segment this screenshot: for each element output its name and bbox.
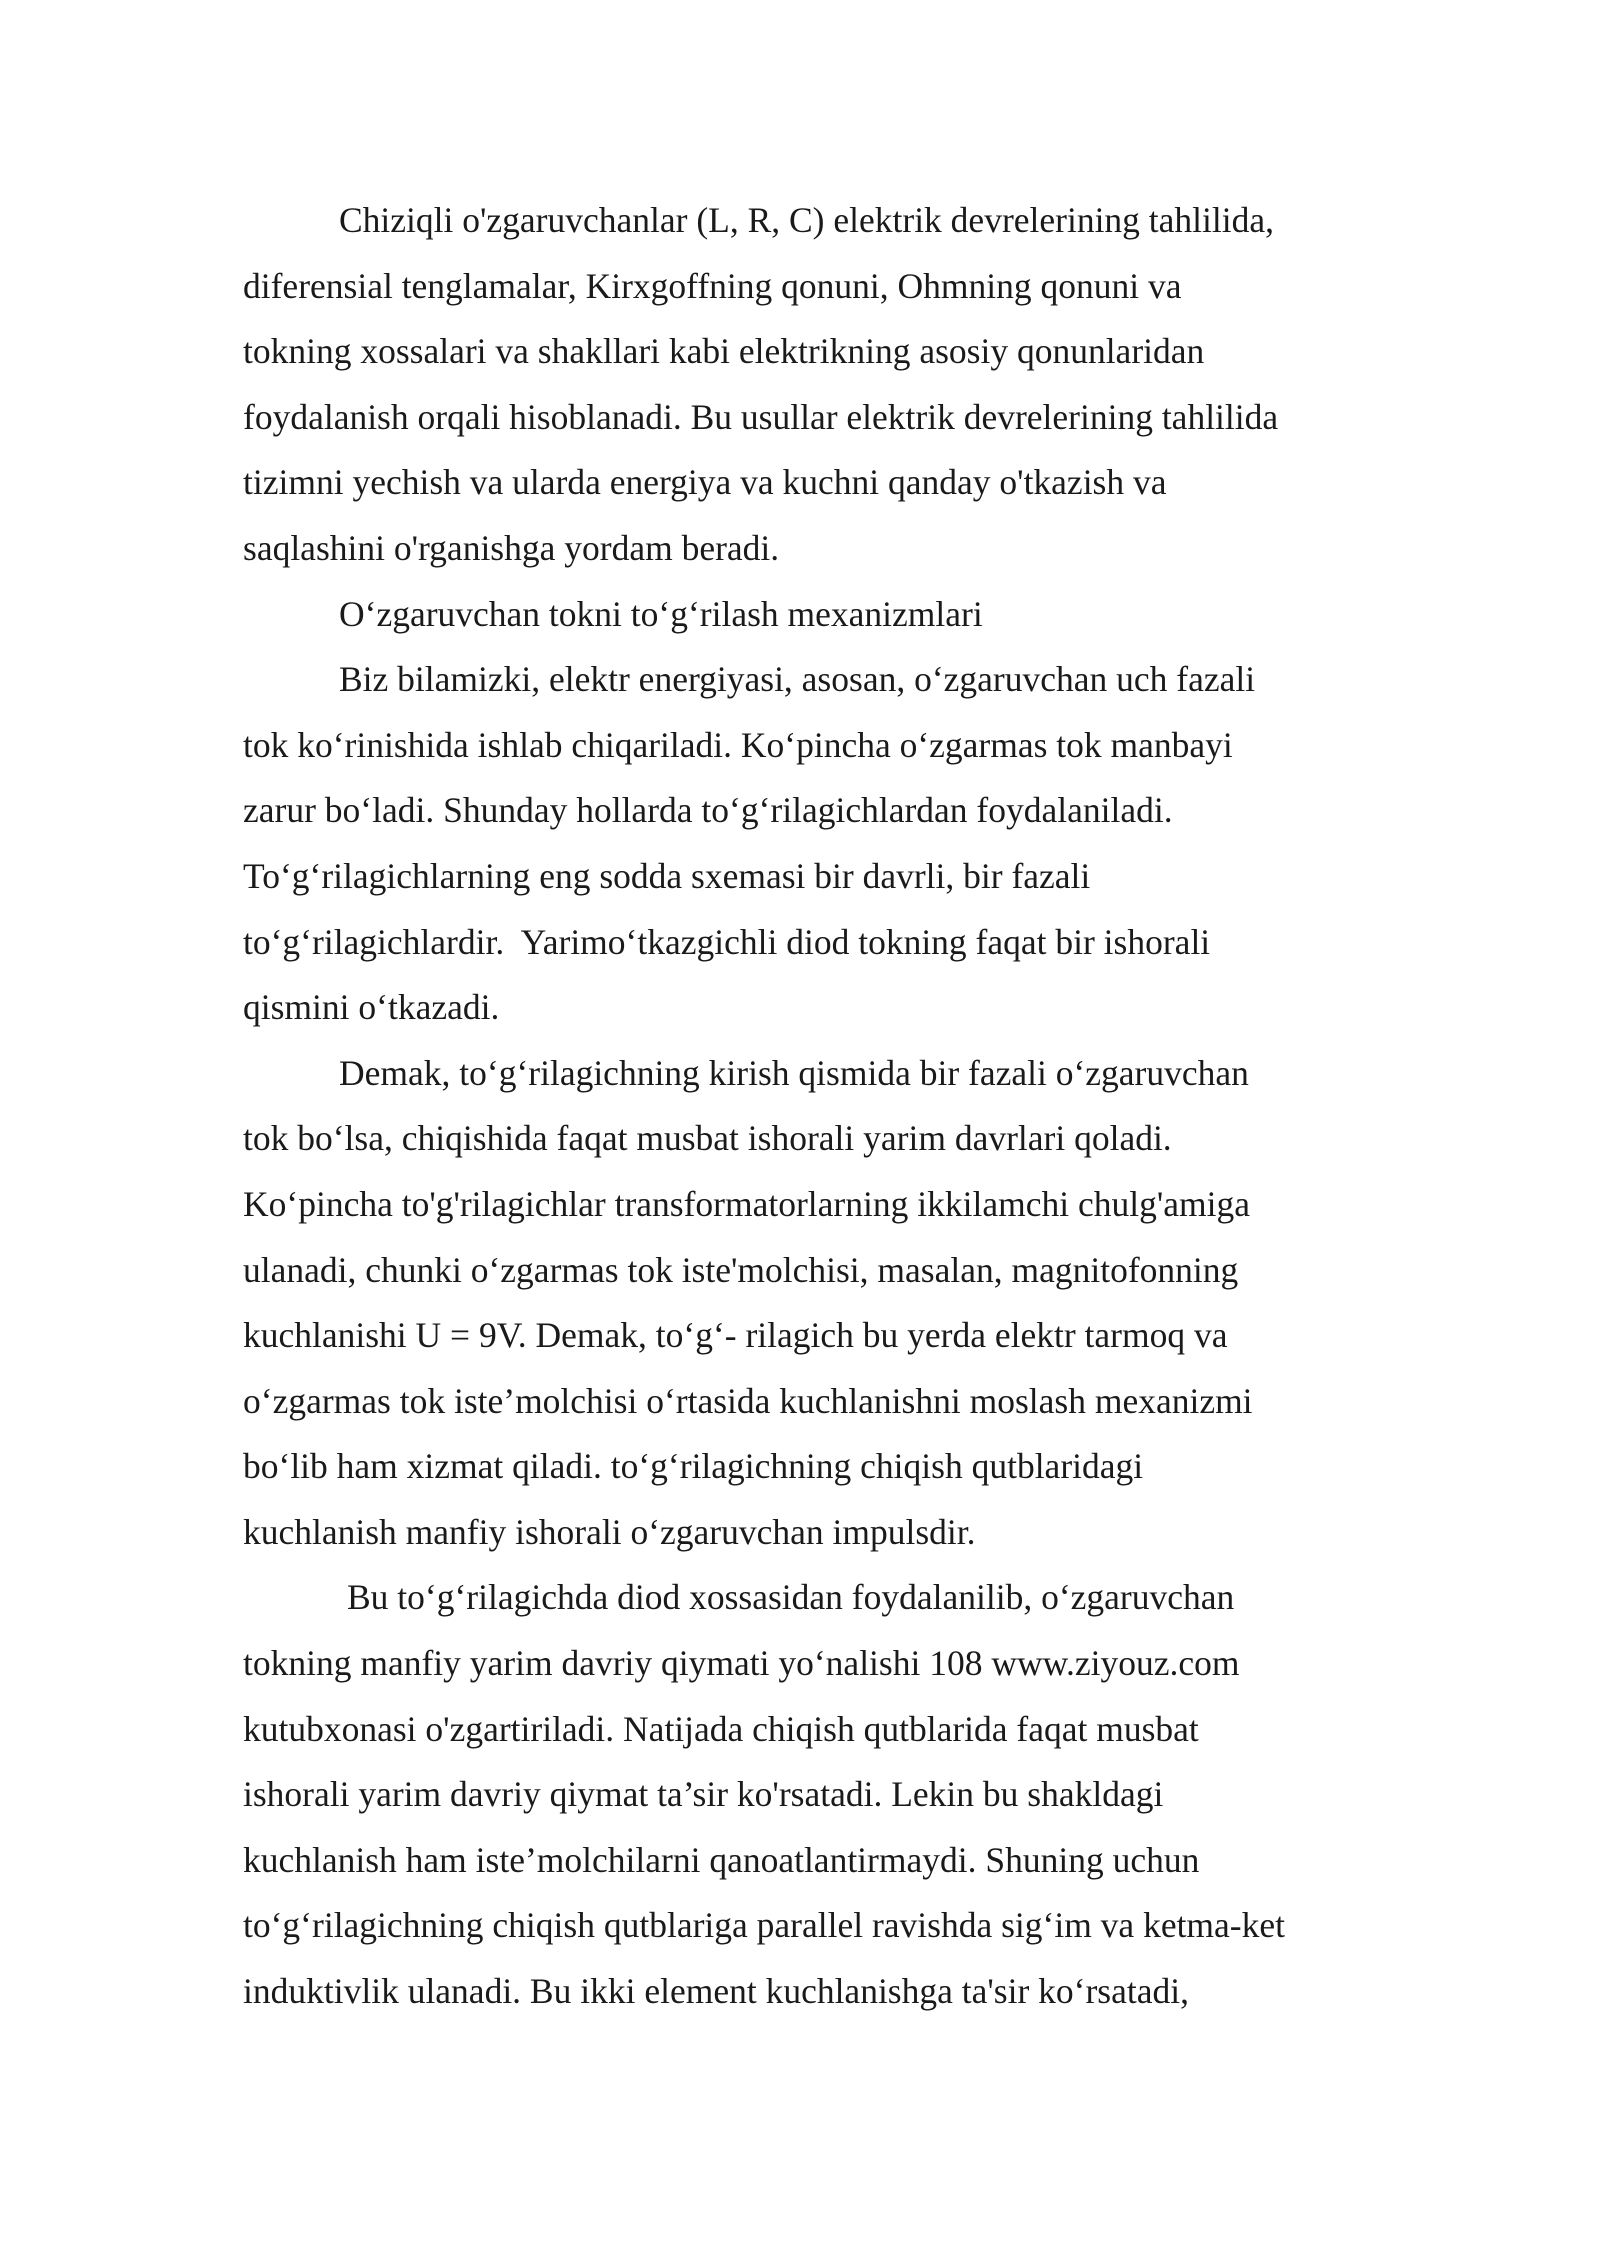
text-line: foydalanish orqali hisoblanadi. Bu usullar elektrik devrelerining tahlilida xyxy=(243,396,1279,437)
text-line: to‘g‘rilagichning chiqish qutblariga parallel ravishda sig‘im va ketma-ket xyxy=(243,1905,1285,1946)
document-body xyxy=(243,188,1373,2025)
text-line: tizimni yechish va ularda energiya va kuchni qanday o'tkazish va xyxy=(243,462,1167,503)
text-line: saqlashini o'rganishga yordam beradi. xyxy=(243,527,780,568)
text-line: kuchlanish manfiy ishorali o‘zgaruvchan impulsdir. xyxy=(243,1511,976,1552)
text-line: kutubxonasi o'zgartiriladi. Natijada chiqish qutblarida faqat musbat xyxy=(243,1708,1199,1749)
text-line: zarur bo‘ladi. Shunday hollarda to‘g‘rilagichlardan foydalaniladi. xyxy=(243,790,1173,831)
text-line: kuchlanish ham iste’molchilarni qanoatlantirmaydi. Shuning uchun xyxy=(243,1839,1200,1880)
text-line: diferensial tenglamalar, Kirxgoffning qonuni, Ohmning qonuni va xyxy=(243,265,1182,306)
text-line: tokning manfiy yarim davriy qiymati yo‘nalishi 108 www.ziyouz.com xyxy=(243,1643,1240,1684)
text-line: to‘g‘rilagichlardir. Yarimo‘tkazgichli diod tokning faqat bir ishorali xyxy=(243,921,1211,962)
text-line: Biz bilamizki, elektr energiyasi, asosan, o‘zgaruvchan uch fazali xyxy=(339,659,1256,700)
text-line: tok bo‘lsa, chiqishida faqat musbat ishorali yarim davrlari qoladi. xyxy=(243,1118,1172,1159)
text-line: tokning xossalari va shakllari kabi elektrikning asosiy qonunlaridan xyxy=(243,331,1205,372)
text-line: kuchlanishi U = 9V. Demak, to‘g‘- rilagich bu yerda elektr tarmoq va xyxy=(243,1315,1228,1356)
text-line: ishorali yarim davriy qiymat ta’sir ko'rsatadi. Lekin bu shakldagi xyxy=(243,1774,1164,1815)
text-line: tok ko‘rinishida ishlab chiqariladi. Ko‘pincha o‘zgarmas tok manbayi xyxy=(243,724,1233,765)
text-line: o‘zgarmas tok iste’molchisi o‘rtasida kuchlanishni moslash mexanizmi xyxy=(243,1380,1253,1421)
text-line: Demak, to‘g‘rilagichning kirish qismida bir fazali o‘zgaruvchan xyxy=(339,1052,1249,1093)
text-line: Bu to‘g‘rilagichda diod xossasidan foydalanilib, o‘zgaruvchan xyxy=(347,1577,1235,1618)
text-line: induktivlik ulanadi. Bu ikki element kuchlanishga ta'sir ko‘rsatadi, xyxy=(243,1971,1189,2012)
text-line: bo‘lib ham xizmat qiladi. to‘g‘rilagichning chiqish qutblaridagi xyxy=(243,1446,1144,1487)
text-line: O‘zgaruvchan tokni to‘g‘rilash mexanizmlari xyxy=(339,593,983,634)
text-line: Chiziqli o'zgaruvchanlar (L, R, C) elektrik devrelerining tahlilida, xyxy=(339,200,1275,240)
text-line: To‘g‘rilagichlarning eng sodda sxemasi bir davrli, bir fazali xyxy=(243,855,1091,896)
text-line: Ko‘pincha to'g'rilagichlar transformatorlarning ikkilamchi chulg'amiga xyxy=(243,1183,1250,1224)
text-line: qismini o‘tkazadi. xyxy=(243,987,500,1028)
text-line: ulanadi, chunki o‘zgarmas tok iste'molchisi, masalan, magnitofonning xyxy=(243,1249,1239,1290)
